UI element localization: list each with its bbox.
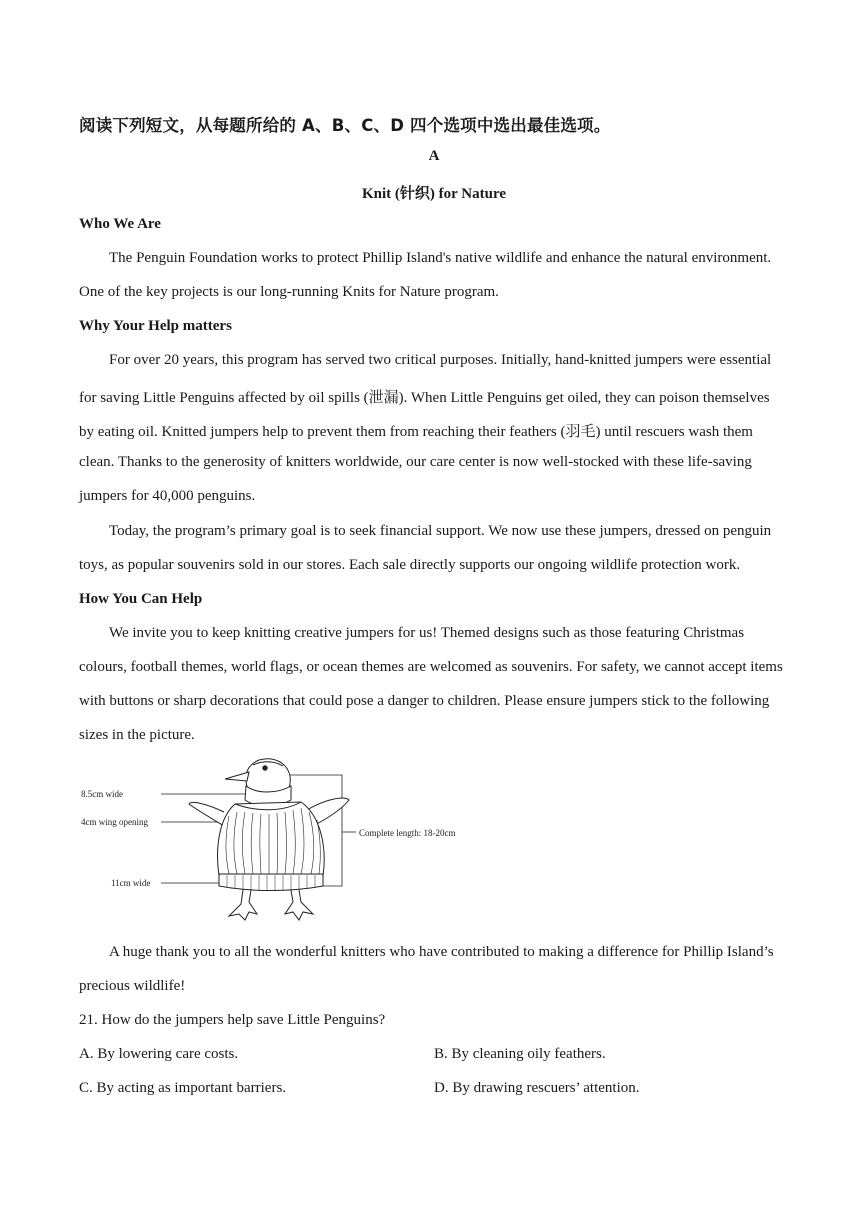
closing-line: A huge thank you to all the wonderful knitters who have contributed to making a difference for Phillip Island’s bbox=[109, 944, 774, 960]
paragraph-line: Today, the program’s primary goal is to seek financial support. We now use these jumpers, dressed on penguin bbox=[109, 523, 772, 539]
label-complete-length: Complete length: 18-20cm bbox=[359, 828, 456, 838]
paragraph-line: clean. Thanks to the generosity of knitters worldwide, our care center is now well-stocked with these life-saving bbox=[79, 454, 752, 470]
option-a[interactable]: A. By lowering care costs. bbox=[79, 1046, 239, 1062]
paragraph-line: for saving Little Penguins affected by oil spills (泄漏). When Little Penguins get oiled, they can poison themselves bbox=[79, 390, 770, 406]
label-wing-opening: 4cm wing opening bbox=[81, 817, 148, 827]
paragraph-line: One of the key projects is our long-running Knits for Nature program. bbox=[79, 284, 499, 300]
paragraph-line: For over 20 years, this program has served two critical purposes. Initially, hand-knitted jumpers were essential bbox=[109, 352, 772, 368]
question-stem: 21. How do the jumpers help save Little Penguins? bbox=[79, 1012, 386, 1028]
paragraph-line: colours, football themes, world flags, or ocean themes are welcomed as souvenirs. For safety, we cannot accept items bbox=[79, 659, 783, 675]
instruction-text: 阅读下列短文，从每题所给的 A、B、C、D 四个选项中选出最佳选项。 bbox=[79, 116, 611, 135]
paragraph-line: sizes in the picture. bbox=[79, 727, 195, 743]
label-top-width: 8.5cm wide bbox=[81, 789, 123, 799]
paragraph-line: with buttons or sharp decorations that could pose a danger to children. Please ensure jumpers stick to the following bbox=[79, 693, 770, 709]
option-b[interactable]: B. By cleaning oily feathers. bbox=[434, 1046, 606, 1062]
option-d[interactable]: D. By drawing rescuers’ attention. bbox=[434, 1080, 640, 1096]
section-letter: A bbox=[428, 148, 440, 164]
article-title: Knit (针织) for Nature bbox=[361, 186, 506, 202]
heading-who-we-are: Who We Are bbox=[79, 216, 161, 232]
paragraph-line: The Penguin Foundation works to protect Phillip Island's native wildlife and enhance the natural environment. bbox=[109, 250, 772, 266]
penguin-jumper-diagram bbox=[79, 752, 479, 932]
option-c[interactable]: C. By acting as important barriers. bbox=[79, 1080, 287, 1096]
label-bottom-width: 11cm wide bbox=[111, 878, 151, 888]
paragraph-line: by eating oil. Knitted jumpers help to prevent them from reaching their feathers (羽毛) until rescuers wash them bbox=[79, 424, 753, 440]
paragraph-line: We invite you to keep knitting creative jumpers for us! Themed designs such as those featuring Christmas bbox=[109, 625, 745, 641]
closing-line: precious wildlife! bbox=[79, 978, 186, 994]
heading-why-help-matters: Why Your Help matters bbox=[79, 318, 232, 334]
heading-how-you-can-help: How You Can Help bbox=[79, 591, 203, 607]
paragraph-line: jumpers for 40,000 penguins. bbox=[79, 488, 256, 504]
penguin-illustration bbox=[189, 759, 349, 920]
paragraph-line: toys, as popular souvenirs sold in our stores. Each sale directly supports our ongoing wildlife protection work. bbox=[79, 557, 741, 573]
